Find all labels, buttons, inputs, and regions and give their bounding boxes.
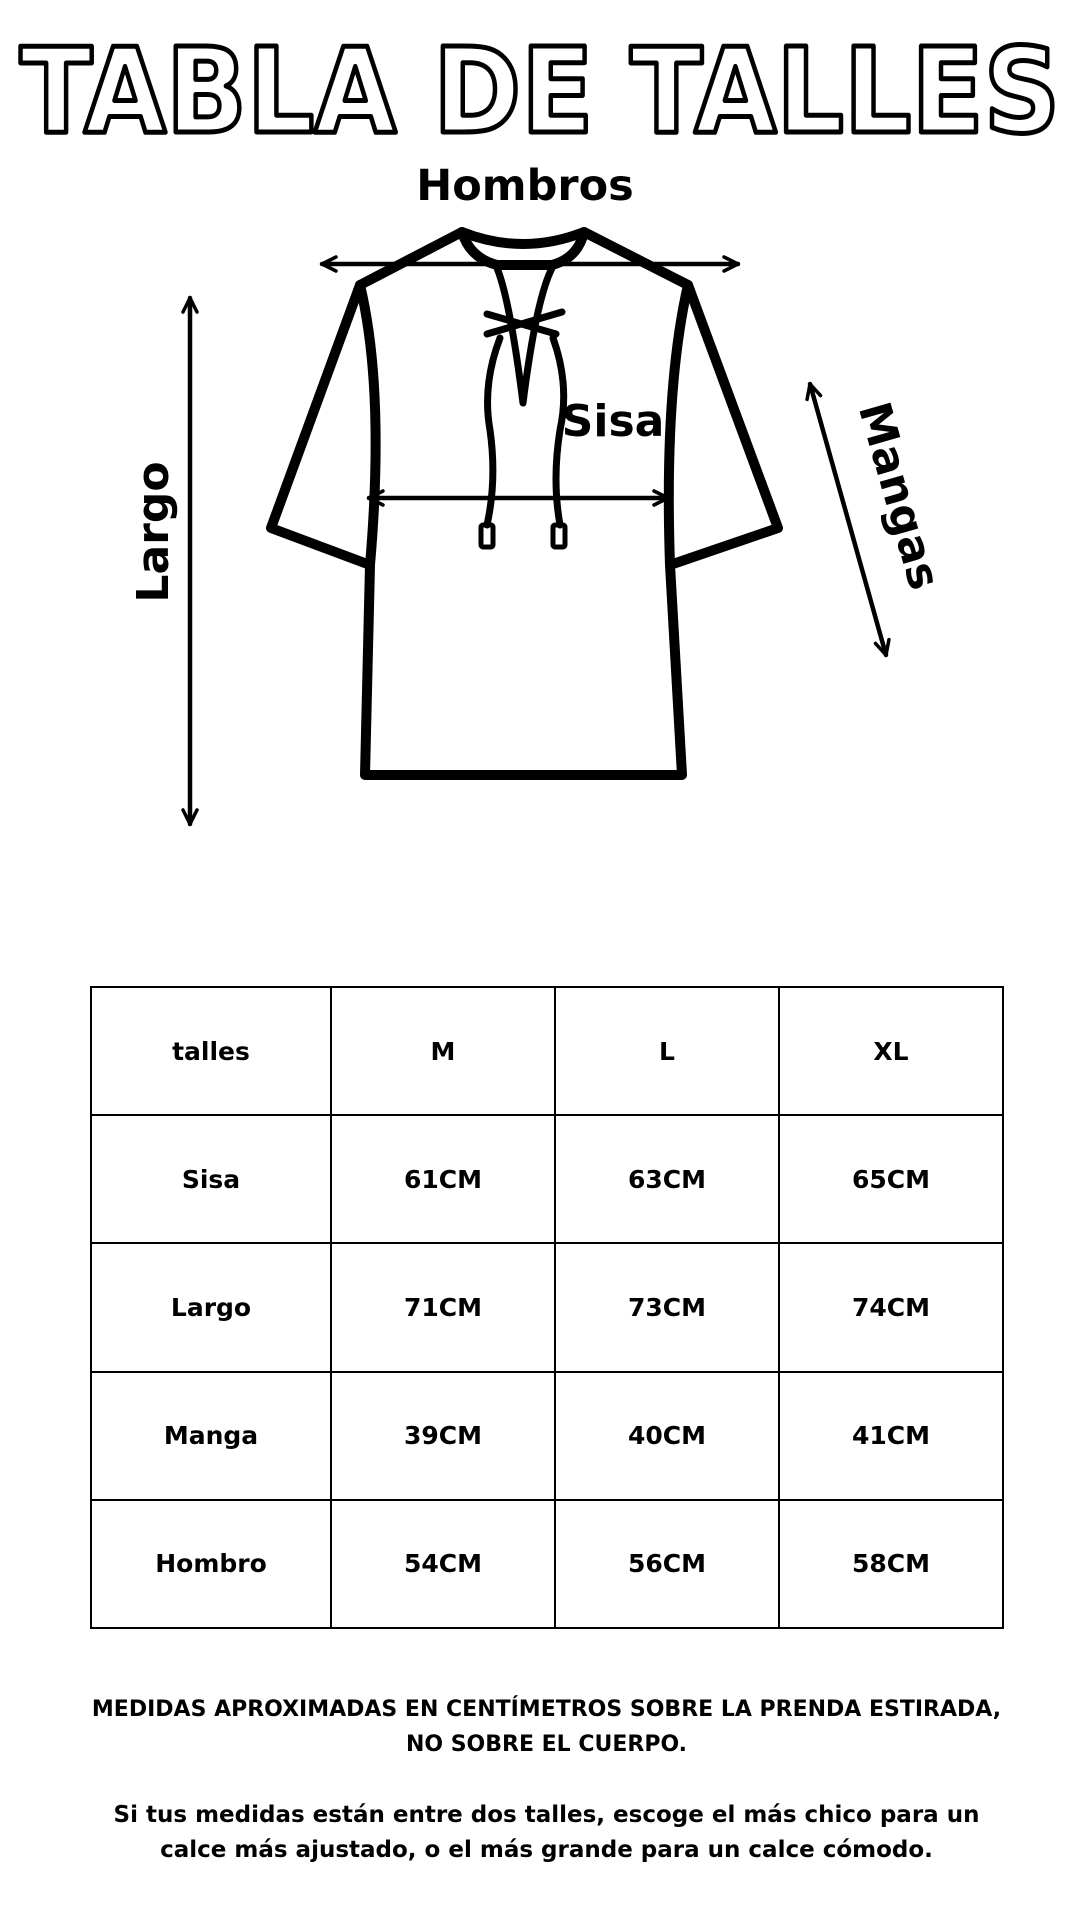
length-label: Largo [128,461,179,603]
shirt-outline [271,232,778,775]
measurement-arrows [190,264,886,824]
armhole-label: Sisa [561,396,665,447]
table-cell: 65CM [779,1115,1003,1243]
table-cell: 54CM [331,1500,555,1628]
table-header-cell: XL [779,987,1003,1115]
table-header-cell: L [555,987,779,1115]
page-title-graphic [0,0,1080,160]
table-cell: 71CM [331,1243,555,1371]
table-cell: 40CM [555,1372,779,1500]
table-cell: 39CM [331,1372,555,1500]
right-armhole-seam [669,285,688,565]
table-cell: 41CM [779,1372,1003,1500]
table-cell: 61CM [331,1115,555,1243]
neck-opening [497,268,552,403]
table-row-label: Largo [91,1243,331,1371]
neckline-laces [481,268,565,547]
table-header-cell: M [331,987,555,1115]
table-header-row [91,987,1003,1115]
table-cell: 63CM [555,1115,779,1243]
sleeves-label: Mangas [847,396,950,596]
table-cell: 73CM [555,1243,779,1371]
table-row-label: Sisa [91,1115,331,1243]
measurement-disclaimer: MEDIDAS APROXIMADAS EN CENTÍMETROS SOBRE LA PRENDA ESTIRADA, NO SOBRE EL CUERPO. [91,1697,1002,1757]
table-row-label: Manga [91,1372,331,1500]
table-row [91,1372,1003,1500]
table-row-label: Hombro [91,1500,331,1628]
table-header-cell: talles [91,987,331,1115]
table-cell: 56CM [555,1500,779,1628]
table-row [91,1243,1003,1371]
shirt-body-outline [271,232,778,775]
shoulders-label: Hombros [416,161,634,211]
shirt-measurement-diagram [0,150,1080,850]
table-row [91,1115,1003,1243]
table-cell: 74CM [779,1243,1003,1371]
table-row [91,1500,1003,1628]
page-title: TABLA DE TALLES [20,22,1060,160]
sizing-advice: Si tus medidas están entre dos talles, escoge el más chico para un calce más ajustado, o el más grande para un calce cómodo. [113,1802,980,1863]
table-cell: 58CM [779,1500,1003,1628]
left-armhole-seam [360,285,376,565]
size-table [90,986,1004,1629]
